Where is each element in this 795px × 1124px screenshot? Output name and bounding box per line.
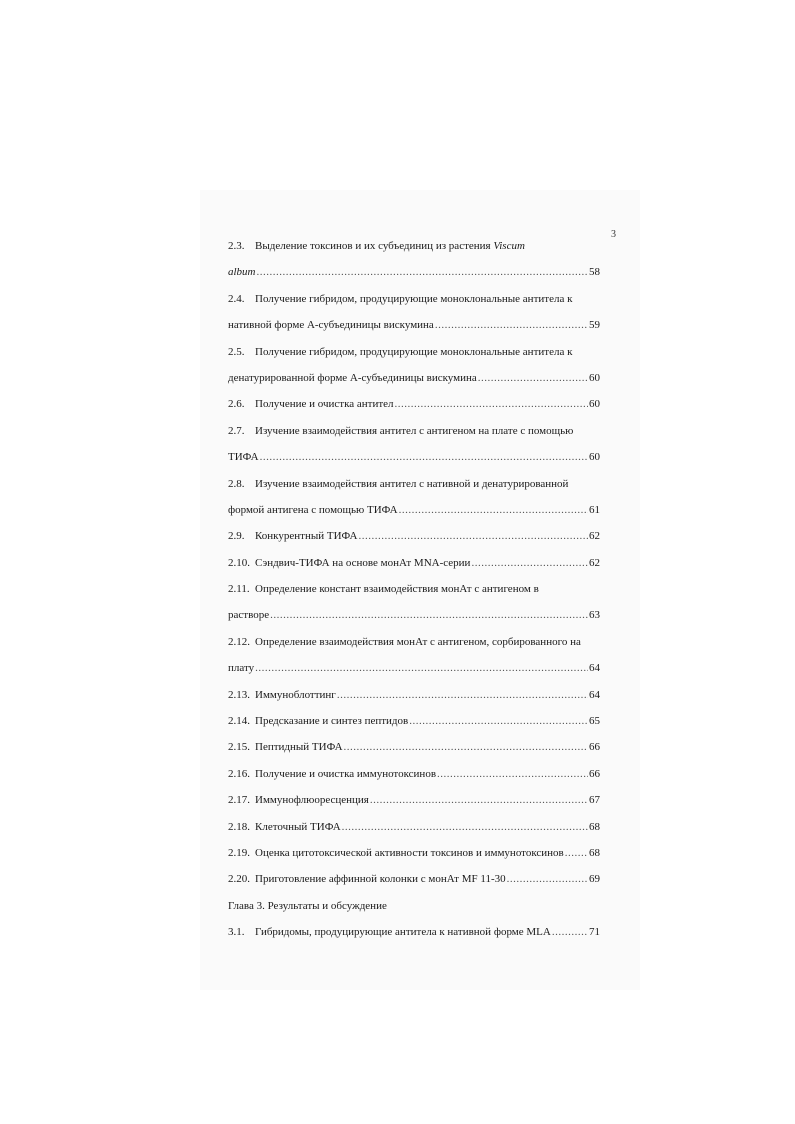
dot-leader (337, 685, 588, 705)
toc-page-number: 64 (589, 662, 600, 675)
toc-page-number: 60 (589, 451, 600, 464)
toc-title-continuation: формой антигена с помощью ТИФА (228, 503, 398, 516)
toc-section-title: Приготовление аффинной колонки с монАт MF 11-30 (255, 873, 506, 886)
toc-line (228, 896, 600, 922)
toc-line (228, 922, 600, 948)
toc-section-number: 2.3. (228, 240, 245, 252)
toc-line (228, 553, 600, 579)
toc-section-number: 3.1. (228, 926, 245, 939)
toc-section-number: 2.16. (228, 767, 250, 780)
toc-line (228, 579, 600, 605)
toc-section-title: Получение гибридом, продуцирующие моноклональные антитела к (255, 292, 573, 305)
toc-section-title: Определение констант взаимодействия монАт с антигеном в (255, 583, 539, 596)
toc-section-title: Определение взаимодействия монАт с антигеном, сорбированного на (255, 635, 581, 648)
toc-page-number: 60 (589, 371, 600, 384)
dot-leader (255, 658, 588, 678)
toc-line (228, 843, 600, 869)
toc-page-number: 62 (589, 530, 600, 543)
toc-section-number: 2.4. (228, 292, 245, 305)
dot-leader (565, 843, 588, 863)
toc-line (228, 394, 600, 420)
dot-leader (437, 764, 588, 784)
dot-leader (358, 526, 588, 546)
dot-leader (270, 605, 588, 625)
toc-line (228, 474, 600, 500)
dot-leader (370, 790, 588, 810)
dot-leader (435, 315, 588, 335)
toc-page-number: 59 (589, 319, 600, 332)
dot-leader (257, 262, 589, 282)
table-of-contents (228, 236, 600, 949)
toc-section-title-italic: Viscum (493, 240, 525, 252)
toc-line (228, 764, 600, 790)
toc-section-title: Получение гибридом, продуцирующие моноклональные антитела к (255, 345, 573, 358)
toc-section-number: 2.17. (228, 794, 250, 807)
toc-line (228, 289, 600, 315)
dot-leader (478, 368, 588, 388)
toc-page-number: 61 (589, 503, 600, 516)
toc-page-number: 68 (589, 820, 600, 833)
toc-section-number: 2.5. (228, 345, 245, 358)
toc-line (228, 737, 600, 763)
toc-page-number: 67 (589, 794, 600, 807)
toc-page-number: 62 (589, 556, 600, 569)
toc-line (228, 447, 600, 473)
toc-line (228, 500, 600, 526)
toc-section-title: Клеточный ТИФА (255, 820, 341, 833)
toc-section-title: Получение и очистка иммунотоксинов (255, 767, 437, 780)
toc-section-title: Пептидный ТИФА (255, 741, 343, 754)
toc-page-number: 71 (589, 926, 600, 939)
toc-line (228, 526, 600, 552)
dot-leader (409, 711, 588, 731)
toc-line (228, 632, 600, 658)
toc-page-number: 60 (589, 398, 600, 411)
toc-section-title: Изучение взаимодействия антител с нативной и денатурированной (255, 477, 569, 490)
toc-section-title: Иммуноблоттинг (255, 688, 336, 701)
dot-leader (342, 817, 588, 837)
toc-line (228, 817, 600, 843)
toc-title-continuation: денатурированной форме А-субъединицы вискумина (228, 371, 477, 384)
toc-page-number: 65 (589, 715, 600, 728)
dot-leader (395, 394, 588, 414)
toc-section-number: 2.8. (228, 477, 245, 490)
toc-line (228, 605, 600, 631)
dot-leader (507, 869, 588, 889)
toc-line (228, 262, 600, 288)
toc-section-title: Иммунофлюоресценция (255, 794, 369, 807)
toc-section-number: 2.14. (228, 715, 250, 728)
toc-section-title: Выделение токсинов и их субъединиц из растения (255, 240, 491, 252)
toc-line (228, 236, 600, 262)
dot-leader (399, 500, 588, 520)
toc-line (228, 368, 600, 394)
toc-title-continuation: нативной форме А-субъединицы вискумина (228, 319, 434, 332)
toc-section-title: Оценка цитотоксической активности токсинов и иммунотоксинов (255, 846, 564, 859)
toc-line (228, 711, 600, 737)
toc-section-number: 2.18. (228, 820, 250, 833)
page-number: 3 (611, 229, 616, 240)
toc-page-number: 66 (589, 767, 600, 780)
toc-section-number: 2.20. (228, 873, 250, 886)
toc-section-title: Предсказание и синтез пептидов (255, 715, 409, 728)
toc-line (228, 342, 600, 368)
toc-section-number: 2.13. (228, 688, 250, 701)
toc-section-number: 2.12. (228, 635, 250, 648)
toc-title-continuation: растворе (228, 609, 270, 622)
toc-section-title: Изучение взаимодействия антител с антигеном на плате с помощью (255, 424, 574, 437)
toc-line (228, 685, 600, 711)
toc-line (228, 790, 600, 816)
toc-section-number: 2.6. (228, 398, 245, 411)
toc-section-title: Гибридомы, продуцирующие антитела к нативной форме MLA (255, 926, 551, 939)
toc-line (228, 869, 600, 895)
toc-section-title: Конкурентный ТИФА (255, 530, 358, 543)
dot-leader (344, 737, 588, 757)
toc-line (228, 421, 600, 447)
toc-section-number: 2.7. (228, 424, 245, 437)
toc-title-continuation: ТИФА (228, 451, 259, 464)
toc-page-number: 69 (589, 873, 600, 886)
toc-title-continuation: плату (228, 662, 255, 675)
toc-page-number: 58 (589, 266, 600, 279)
toc-section-number: 2.15. (228, 741, 250, 754)
toc-page-number: 66 (589, 741, 600, 754)
toc-section-title: Сэндвич-ТИФА на основе монАт MNA-серии (255, 556, 471, 569)
toc-section-number: 2.10. (228, 556, 250, 569)
toc-chapter-title: Глава 3. Результаты и обсуждение (228, 899, 387, 912)
dot-leader (260, 447, 588, 467)
dot-leader (471, 553, 588, 573)
toc-line (228, 315, 600, 341)
dot-leader (552, 922, 588, 942)
toc-line (228, 658, 600, 684)
toc-page-number: 68 (589, 846, 600, 859)
toc-title-continuation: album (228, 266, 256, 279)
toc-section-number: 2.19. (228, 846, 250, 859)
toc-section-title: Получение и очистка антител (255, 398, 394, 411)
toc-section-number: 2.11. (228, 583, 250, 596)
toc-section-number: 2.9. (228, 530, 245, 543)
toc-page-number: 64 (589, 688, 600, 701)
toc-page-number: 63 (589, 609, 600, 622)
